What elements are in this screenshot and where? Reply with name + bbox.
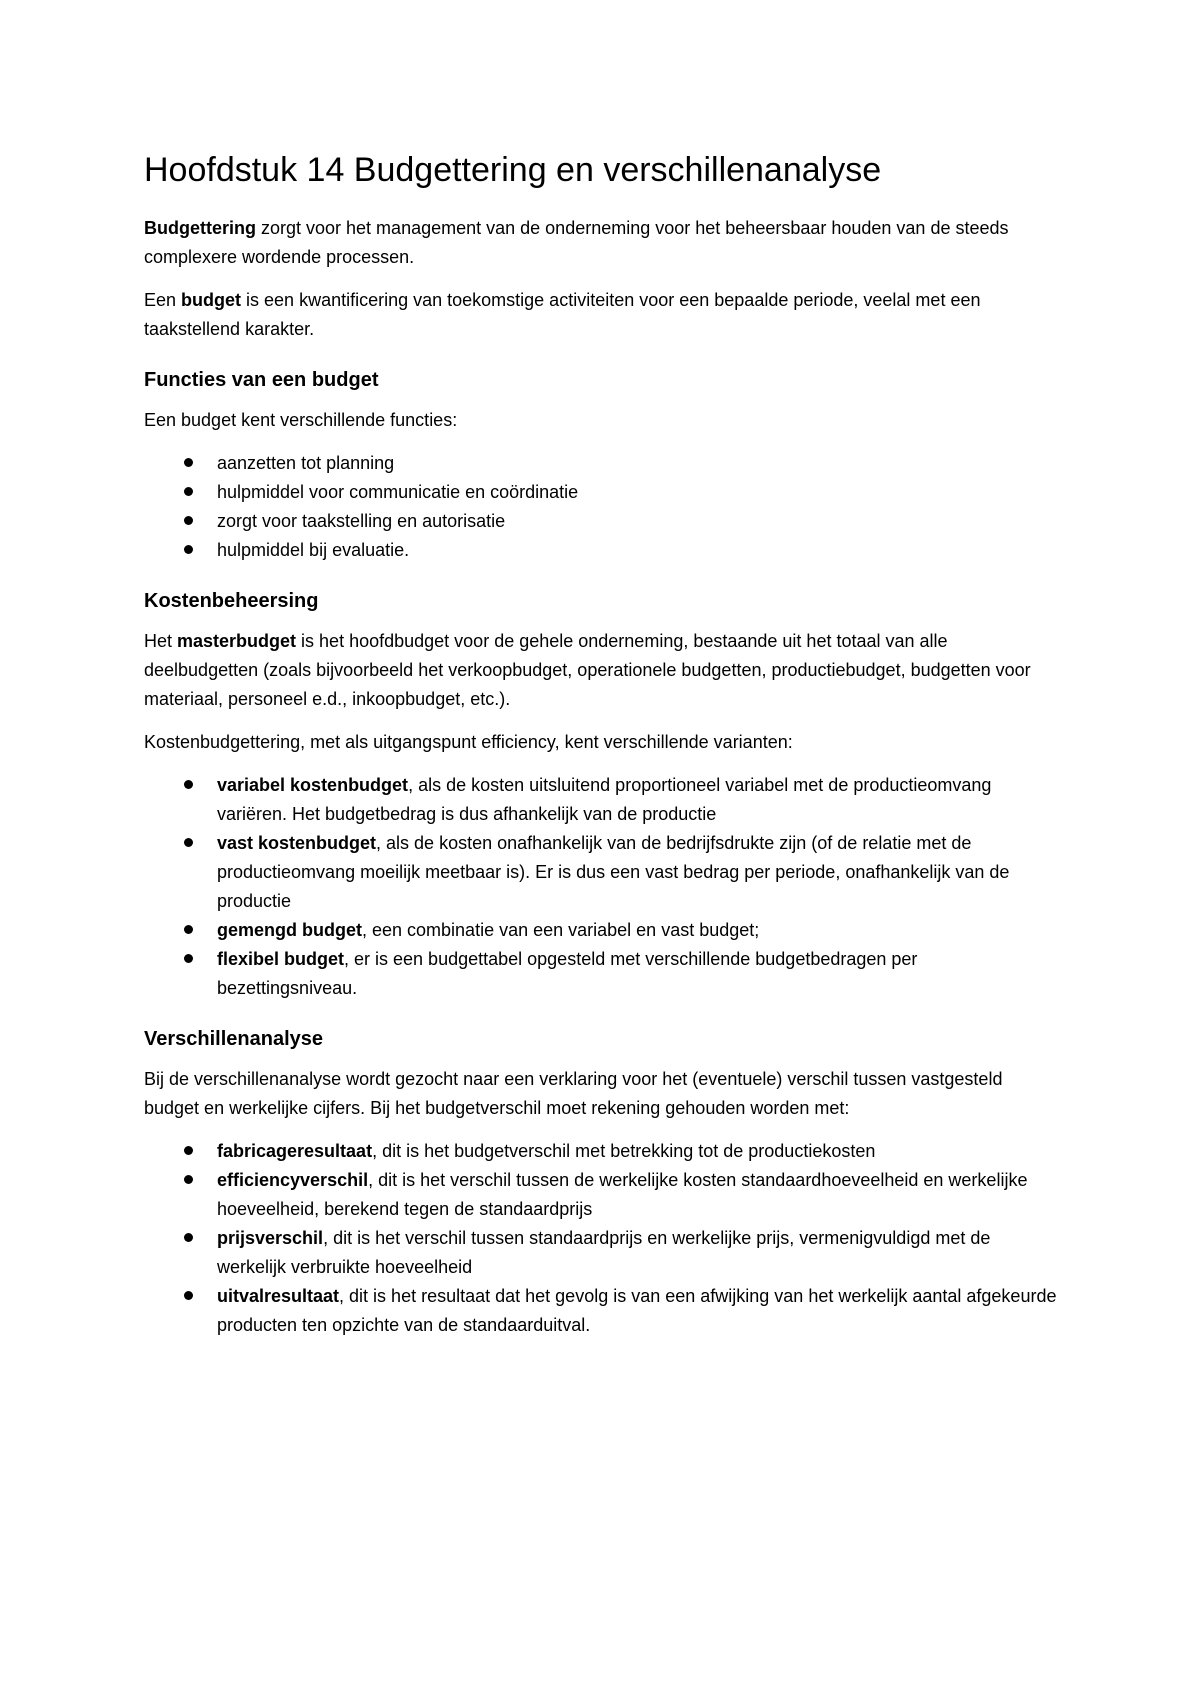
list-item-term: variabel kostenbudget <box>217 775 409 795</box>
bullet-icon <box>184 1175 193 1184</box>
term-masterbudget: masterbudget <box>177 631 297 651</box>
bullet-icon <box>184 1291 193 1300</box>
list-item <box>144 449 1060 478</box>
functies-lead: Een budget kent verschillende functies: <box>144 410 458 430</box>
bullet-icon <box>184 954 193 963</box>
list-item-text: , als de kosten onafhankelijk van de bedrijfsdrukte zijn (of de relatie met de productieomvang moeilijk meetbaar is). Er is dus een vast bedrag per periode, onafhankelijk van de productie <box>217 833 1010 911</box>
kosten-paragraph-masterbudget <box>144 627 1060 714</box>
list-item-term: vast kostenbudget <box>217 833 377 853</box>
bullet-icon <box>184 838 193 847</box>
list-item <box>144 1137 1060 1166</box>
list-item-text: zorgt voor taakstelling en autorisatie <box>217 511 506 531</box>
list-item <box>144 829 1060 916</box>
page-title: Hoofdstuk 14 Budgettering en verschillenanalyse <box>144 151 882 189</box>
bullet-icon <box>184 516 193 525</box>
heading-kostenbeheersing: Kostenbeheersing <box>144 590 319 612</box>
intro-paragraph-budget-text: is een kwantificering van toekomstige activiteiten voor een bepaalde periode, veelal met een taakstellend karakter. <box>144 290 981 339</box>
list-item-text: , een combinatie van een variabel en vast budget; <box>362 920 760 940</box>
term-budgettering: Budgettering <box>144 218 256 238</box>
bullet-icon <box>184 780 193 789</box>
kosten-paragraph-varianten: Kostenbudgettering, met als uitgangspunt efficiency, kent verschillende varianten: <box>144 732 793 752</box>
intro-paragraph-budgettering-text: zorgt voor het management van de onderneming voor het beheersbaar houden van de steeds complexere wordende processen. <box>144 218 1009 267</box>
bullet-icon <box>184 458 193 467</box>
list-item <box>144 1282 1060 1340</box>
intro-paragraph-budgettering <box>144 214 1060 272</box>
list-item <box>144 916 1060 945</box>
verschillen-list <box>144 1137 1060 1340</box>
list-item <box>144 507 1060 536</box>
list-item <box>144 945 1060 1003</box>
intro-paragraph-budget <box>144 286 1060 344</box>
list-item <box>144 771 1060 829</box>
list-item-text: , dit is het verschil tussen de werkelijke kosten standaardhoeveelheid en werkelijke hoeveelheid, berekend tegen de standaardprijs <box>217 1170 1028 1219</box>
heading-functies: Functies van een budget <box>144 369 379 391</box>
list-item <box>144 1166 1060 1224</box>
verschillen-paragraph: Bij de verschillenanalyse wordt gezocht naar een verklaring voor het (eventuele) verschil tussen vastgesteld budget en werkelijke cijfers. Bij het budgetverschil moet rekening gehouden worden met: <box>144 1069 1003 1118</box>
list-item-term: gemengd budget <box>217 920 362 940</box>
list-item-text: , dit is het resultaat dat het gevolg is van een afwijking van het werkelijk aantal afgekeurde producten ten opzichte van de standaarduitval. <box>217 1286 1057 1335</box>
list-item-term: fabricageresultaat <box>217 1141 373 1161</box>
list-item-text: , als de kosten uitsluitend proportioneel variabel met de productieomvang variëren. Het budgetbedrag is dus afhankelijk van de productie <box>217 775 992 824</box>
bullet-icon <box>184 925 193 934</box>
list-item-term: flexibel budget <box>217 949 345 969</box>
bullet-icon <box>184 1233 193 1242</box>
bullet-icon <box>184 487 193 496</box>
list-item-text: hulpmiddel bij evaluatie. <box>217 540 410 560</box>
list-item-text: hulpmiddel voor communicatie en coördinatie <box>217 482 579 502</box>
kosten-paragraph-prefix: Het <box>144 631 178 651</box>
term-budget: budget <box>181 290 242 310</box>
intro-paragraph-budget-prefix: Een <box>144 290 182 310</box>
bullet-icon <box>184 1146 193 1155</box>
functies-list <box>144 449 1060 565</box>
heading-verschillenanalyse: Verschillenanalyse <box>144 1028 324 1050</box>
list-item-term: efficiencyverschil <box>217 1170 369 1190</box>
list-item-text: , dit is het budgetverschil met betrekking tot de productiekosten <box>372 1141 876 1161</box>
list-item <box>144 1224 1060 1282</box>
list-item <box>144 478 1060 507</box>
list-item-term: uitvalresultaat <box>217 1286 340 1306</box>
list-item-term: prijsverschil <box>217 1228 324 1248</box>
kosten-list <box>144 771 1060 1003</box>
bullet-icon <box>184 545 193 554</box>
list-item-text: aanzetten tot planning <box>217 453 395 473</box>
list-item <box>144 536 1060 565</box>
list-item-text: , er is een budgettabel opgesteld met verschillende budgetbedragen per bezettingsniveau. <box>217 949 918 998</box>
kosten-paragraph-text: is het hoofdbudget voor de gehele onderneming, bestaande uit het totaal van alle deelbudgetten (zoals bijvoorbeeld het verkoopbudget, operationele budgetten, productiebudget, budgetten voor materiaal, personeel e.d., inkoopbudget, etc.). <box>144 631 1031 709</box>
list-item-text: , dit is het verschil tussen standaardprijs en werkelijke prijs, vermenigvuldigd met de werkelijk verbruikte hoeveelheid <box>217 1228 991 1277</box>
